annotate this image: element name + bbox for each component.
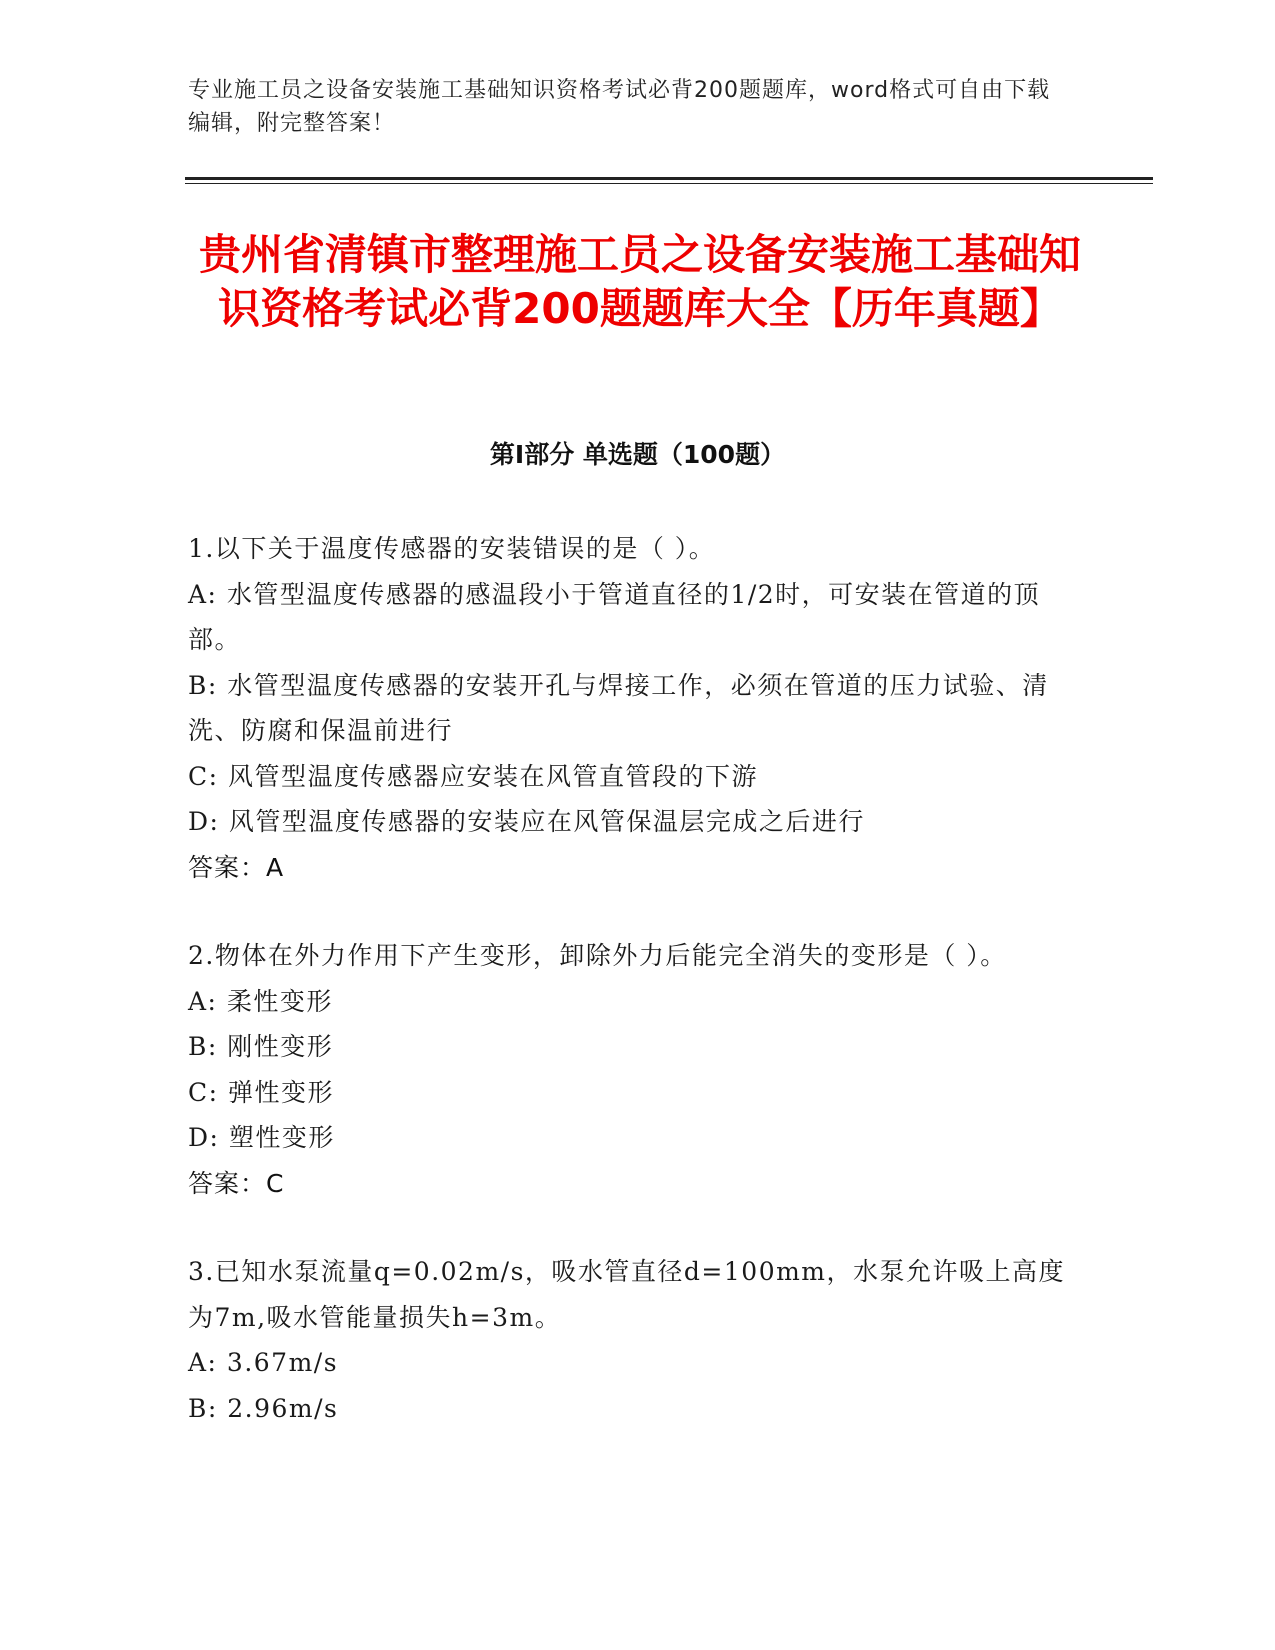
header-divider-thin [185, 183, 1153, 184]
option-b: B: 刚性变形 [188, 1032, 334, 1061]
question-list [188, 526, 1073, 1474]
option-b: B: 水管型温度传感器的安装开孔与焊接工作，必须在管道的压力试验、清洗、防腐和保温前进行 [188, 670, 1049, 745]
question-3 [188, 1249, 1073, 1431]
header-divider-thick [185, 177, 1153, 180]
option-d: D: 塑性变形 [188, 1123, 335, 1152]
option-a: A: 水管型温度传感器的感温段小于管道直径的1/2时，可安装在管道的顶部。 [188, 579, 1041, 654]
question-stem: 2.物体在外力作用下产生变形，卸除外力后能完全消失的变形是（ ）。 [188, 941, 1007, 970]
answer: 答案：A [188, 852, 285, 882]
answer: 答案：C [188, 1168, 285, 1198]
section-title: 第I部分 单选题（100题） [489, 440, 786, 469]
option-b: B: 2.96m/s [188, 1393, 339, 1423]
option-a: A: 柔性变形 [188, 986, 333, 1016]
question-stem: 1.以下关于温度传感器的安装错误的是（ ）。 [188, 534, 716, 563]
option-c: C: 弹性变形 [188, 1077, 334, 1107]
option-c: C: 风管型温度传感器应安装在风管直管段的下游 [188, 761, 758, 791]
question-2 [188, 933, 1073, 1206]
option-d: D: 风管型温度传感器的安装应在风管保温层完成之后进行 [188, 807, 865, 836]
question-stem: 3.已知水泵流量q=0.02m/s，吸水管直径d=100mm，水泵允许吸上高度为7m,吸水管能量损失h=3m。 [188, 1257, 1066, 1332]
question-1 [188, 526, 1073, 890]
header-note: 专业施工员之设备安装施工基础知识资格考试必背200题题库，word格式可自由下载编辑，附完整答案！ [188, 78, 1051, 136]
document-title: 贵州省清镇市整理施工员之设备安装施工基础知识资格考试必背200题题库大全【历年真题】 [198, 230, 1081, 333]
option-a: A: 3.67m/s [188, 1348, 339, 1377]
